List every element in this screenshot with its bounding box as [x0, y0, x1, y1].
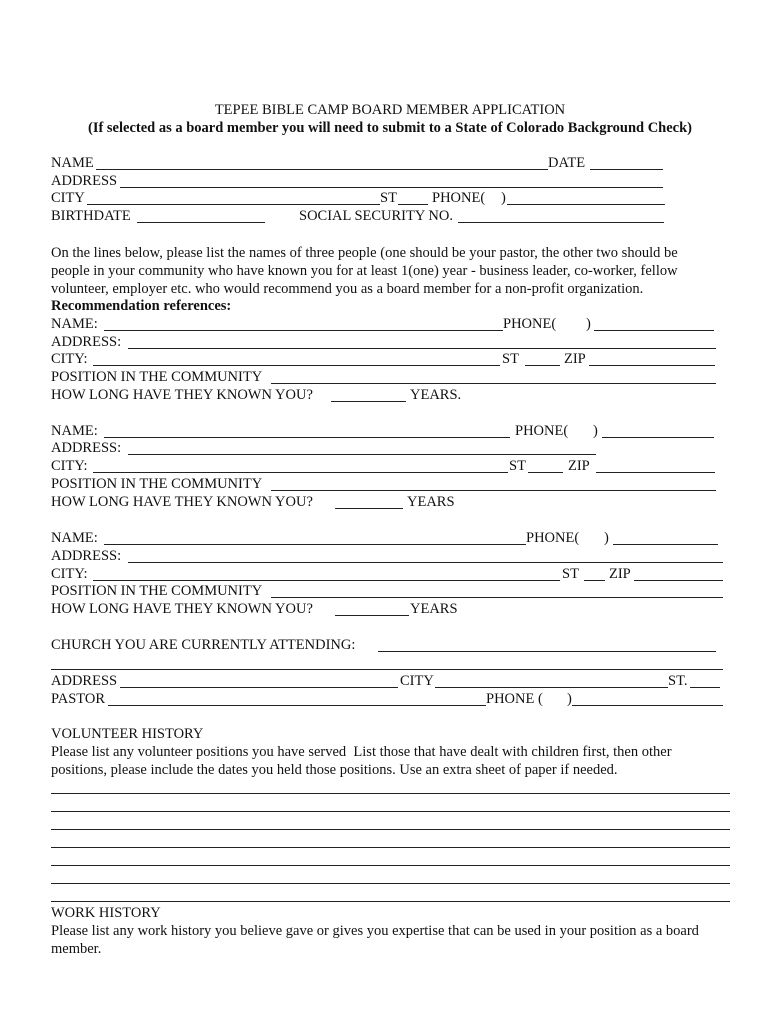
ref2-position-field[interactable] — [271, 475, 716, 491]
address-label: ADDRESS — [51, 173, 118, 189]
applicant-address-row — [0, 172, 770, 190]
ref2-name-row — [0, 422, 770, 440]
instructions-text: On the lines below, please list the names of three people (one should be your pastor, the other two should be — [51, 245, 678, 261]
work-instructions-line — [0, 940, 770, 958]
form-title: TEPEE BIBLE CAMP BOARD MEMBER APPLICATION — [214, 102, 566, 118]
ref3-name-label: NAME: — [51, 530, 98, 546]
ref2-position-row — [0, 475, 770, 493]
ref3-position-row — [0, 582, 770, 600]
church-field[interactable] — [378, 636, 716, 652]
ssn-label: SOCIAL SECURITY NO. — [299, 208, 453, 224]
pastor-label: PASTOR — [51, 691, 106, 707]
ref1-position-field[interactable] — [271, 368, 716, 384]
form-subtitle: (If selected as a board member you will need to submit to a State of Colorado Background Check) — [87, 120, 692, 136]
pastor-phone-field[interactable] — [572, 690, 723, 706]
city-field[interactable] — [87, 189, 380, 205]
ref2-zip-label: ZIP — [568, 458, 590, 474]
ref2-state-label: ST — [509, 458, 526, 474]
pastor-phone-close-paren: ) — [567, 691, 572, 707]
volunteer-line[interactable] — [51, 886, 730, 902]
title-row — [0, 101, 770, 119]
volunteer-instructions-line — [0, 761, 770, 779]
ref1-zip-label: ZIP — [564, 351, 586, 367]
church-city-label: CITY — [400, 673, 434, 689]
ref2-address-field[interactable] — [128, 439, 596, 455]
date-field[interactable] — [590, 154, 663, 170]
address-field[interactable] — [120, 172, 663, 188]
volunteer-line[interactable] — [51, 868, 730, 884]
subtitle-row — [0, 119, 770, 137]
work-heading: WORK HISTORY — [51, 905, 161, 921]
instructions-text: people in your community who have known you for at least 1(one) year - business leader, co-worker, fellow — [51, 263, 678, 279]
phone-field[interactable] — [507, 189, 665, 205]
ref1-address-row — [0, 333, 770, 351]
instructions-line — [0, 280, 770, 298]
volunteer-line[interactable] — [51, 778, 730, 794]
work-heading-row — [0, 904, 770, 922]
date-label: DATE — [548, 155, 586, 171]
ref3-zip-field[interactable] — [634, 565, 723, 581]
ref2-address-label: ADDRESS: — [51, 440, 122, 456]
ref2-phone-close-paren: ) — [593, 423, 598, 439]
ref3-phone-field[interactable] — [613, 529, 718, 545]
ref3-position-label: POSITION IN THE COMMUNITY — [51, 583, 263, 599]
pastor-field[interactable] — [108, 690, 486, 706]
references-heading: Recommendation references: — [51, 298, 232, 314]
ref2-known-row — [0, 493, 770, 511]
ref3-years-field[interactable] — [335, 600, 409, 616]
work-instructions-text: member. — [51, 941, 102, 957]
ref3-phone-label: PHONE( — [526, 530, 580, 546]
ref2-phone-label: PHONE( — [515, 423, 569, 439]
church-state-field[interactable] — [690, 672, 720, 688]
ref1-city-label: CITY: — [51, 351, 88, 367]
work-instructions-line — [0, 922, 770, 940]
ref3-city-label: CITY: — [51, 566, 88, 582]
volunteer-line-row — [0, 886, 770, 904]
volunteer-instructions-text: positions, please include the dates you held those positions. Use an extra sheet of paper if needed. — [51, 762, 618, 778]
phone-label: PHONE( — [432, 190, 486, 206]
ref2-city-label: CITY: — [51, 458, 88, 474]
ref2-state-field[interactable] — [528, 457, 563, 473]
volunteer-line[interactable] — [51, 850, 730, 866]
ref3-address-label: ADDRESS: — [51, 548, 122, 564]
ref2-phone-field[interactable] — [602, 422, 714, 438]
ref2-years-field[interactable] — [335, 493, 403, 509]
ref3-years-label: YEARS — [410, 601, 458, 617]
church-state-label: ST. — [668, 673, 688, 689]
birthdate-label: BIRTHDATE — [51, 208, 131, 224]
ref3-position-field[interactable] — [271, 582, 723, 598]
volunteer-line-row — [0, 832, 770, 850]
ref1-known-label: HOW LONG HAVE THEY KNOWN YOU? — [51, 387, 313, 403]
church-label: CHURCH YOU ARE CURRENTLY ATTENDING: — [51, 637, 356, 653]
ref3-city-field[interactable] — [93, 565, 560, 581]
pastor-row — [0, 690, 770, 708]
ref3-zip-label: ZIP — [609, 566, 631, 582]
church-address-label: ADDRESS — [51, 673, 118, 689]
instructions-line — [0, 262, 770, 280]
volunteer-line[interactable] — [51, 832, 730, 848]
applicant-name-row — [0, 154, 770, 172]
ref3-name-field[interactable] — [104, 529, 526, 545]
ref3-address-row — [0, 547, 770, 565]
ref3-city-row — [0, 565, 770, 583]
ref2-known-label: HOW LONG HAVE THEY KNOWN YOU? — [51, 494, 313, 510]
references-heading-row — [0, 297, 770, 315]
volunteer-line-row — [0, 814, 770, 832]
volunteer-line-row — [0, 868, 770, 886]
birthdate-field[interactable] — [137, 207, 265, 223]
church-city-field[interactable] — [435, 672, 668, 688]
ref1-phone-close-paren: ) — [586, 316, 591, 332]
state-label: ST — [380, 190, 397, 206]
volunteer-line[interactable] — [51, 796, 730, 812]
state-field[interactable] — [398, 189, 428, 205]
church-extra-line[interactable] — [51, 654, 723, 670]
ref1-zip-field[interactable] — [589, 350, 715, 366]
instructions-line — [0, 244, 770, 262]
ref2-name-label: NAME: — [51, 423, 98, 439]
work-instructions-text: Please list any work history you believe gave or gives you expertise that can be used in your position as a board — [51, 923, 699, 939]
ref2-name-field[interactable] — [104, 422, 510, 438]
church-row — [0, 636, 770, 654]
ref1-position-row — [0, 368, 770, 386]
name-label: NAME — [51, 155, 94, 171]
ref1-position-label: POSITION IN THE COMMUNITY — [51, 369, 263, 385]
ref3-address-field[interactable] — [128, 547, 723, 563]
ref1-city-row — [0, 350, 770, 368]
pastor-phone-label: PHONE ( — [486, 691, 543, 707]
volunteer-line-row — [0, 850, 770, 868]
volunteer-instructions-text: Please list any volunteer positions you have served List those that have dealt with children first, then other — [51, 744, 672, 760]
ref3-state-field[interactable] — [584, 565, 605, 581]
ref3-known-label: HOW LONG HAVE THEY KNOWN YOU? — [51, 601, 313, 617]
ref1-years-field[interactable] — [331, 386, 406, 402]
ref3-phone-close-paren: ) — [604, 530, 609, 546]
ref1-years-label: YEARS. — [410, 387, 462, 403]
volunteer-line[interactable] — [51, 814, 730, 830]
ref1-city-field[interactable] — [93, 350, 500, 366]
ref2-years-label: YEARS — [407, 494, 455, 510]
ref1-address-field[interactable] — [128, 333, 716, 349]
ref1-state-label: ST — [502, 351, 519, 367]
ref2-position-label: POSITION IN THE COMMUNITY — [51, 476, 263, 492]
church-extra-line-row — [0, 654, 770, 672]
applicant-birthdate-row — [0, 207, 770, 225]
city-label: CITY — [51, 190, 85, 206]
volunteer-line-row — [0, 778, 770, 796]
ref2-city-field[interactable] — [93, 457, 508, 473]
volunteer-heading: VOLUNTEER HISTORY — [51, 726, 204, 742]
ref2-address-row — [0, 439, 770, 457]
volunteer-instructions-line — [0, 743, 770, 761]
ref1-phone-field[interactable] — [594, 315, 714, 331]
ref2-zip-field[interactable] — [596, 457, 715, 473]
ref3-known-row — [0, 600, 770, 618]
area-code-field[interactable] — [486, 189, 500, 204]
ref1-address-label: ADDRESS: — [51, 334, 122, 350]
ref1-name-label: NAME: — [51, 316, 98, 332]
volunteer-heading-row — [0, 725, 770, 743]
name-field[interactable] — [96, 154, 548, 170]
ref2-city-row — [0, 457, 770, 475]
ref1-known-row — [0, 386, 770, 404]
ref1-name-field[interactable] — [104, 315, 503, 331]
church-address-row — [0, 672, 770, 690]
ref3-state-label: ST — [562, 566, 579, 582]
church-address-field[interactable] — [120, 672, 398, 688]
volunteer-line-row — [0, 796, 770, 814]
phone-close-paren: ) — [501, 190, 506, 206]
ssn-field[interactable] — [458, 207, 664, 223]
applicant-city-row — [0, 189, 770, 207]
ref1-name-row — [0, 315, 770, 333]
ref1-phone-label: PHONE( — [503, 316, 557, 332]
ref3-name-row — [0, 529, 770, 547]
instructions-text: volunteer, employer etc. who would recommend you as a board member for a non-profit organization. — [51, 281, 644, 297]
ref1-state-field[interactable] — [525, 350, 560, 366]
